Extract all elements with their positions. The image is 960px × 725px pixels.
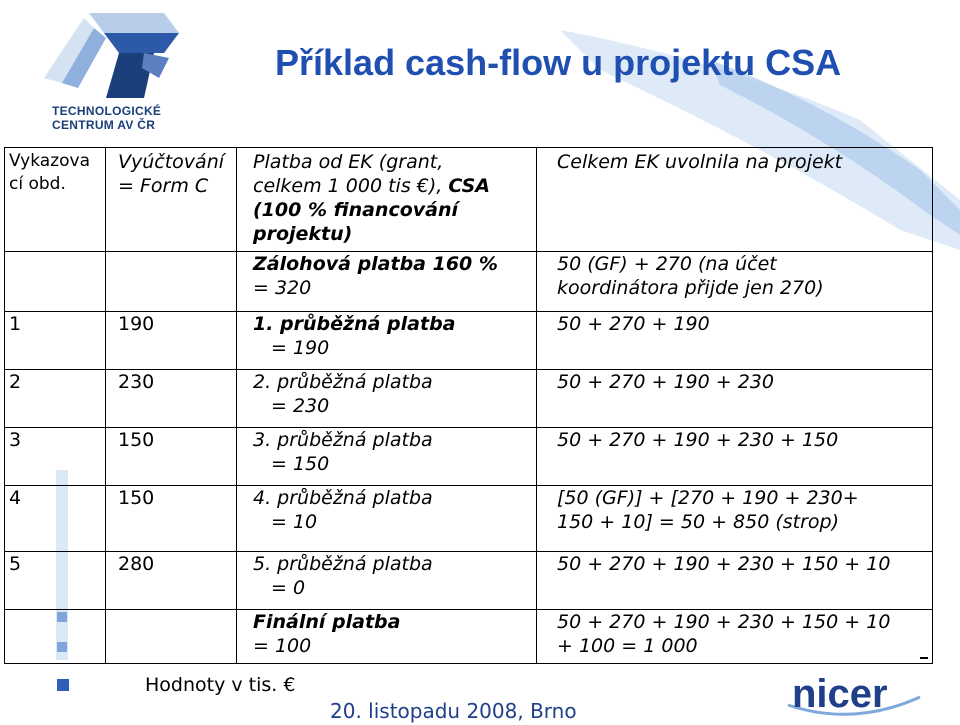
- row-payment-line2: = 320: [253, 277, 312, 299]
- header-form-c-line1: Vyúčtování: [118, 151, 225, 173]
- row-total-line1: 50 + 270 + 190 + 230 + 150: [557, 429, 839, 451]
- row-payment-line1: 4. průběžná platba: [253, 487, 433, 509]
- logo-text: [52, 104, 161, 132]
- row-payment-line1: 5. průběžná platba: [253, 553, 433, 575]
- row-form-c: 190: [118, 313, 155, 335]
- tc-logo-icon: [44, 8, 184, 103]
- table-row: [5, 610, 933, 664]
- row-form-c: 280: [118, 553, 155, 575]
- row-period: 3: [9, 429, 22, 451]
- row-period: 2: [9, 371, 22, 393]
- table-row: [5, 370, 933, 428]
- cashflow-table: [4, 147, 933, 664]
- header-period-label: Vykazova cí obd.: [9, 151, 90, 194]
- units-note: Hodnoty v tis. €: [145, 674, 296, 696]
- nicer-logo: [784, 667, 924, 723]
- row-total-line1: 50 + 270 + 190: [557, 313, 710, 335]
- table-row: [5, 312, 933, 370]
- header-cell-total: [537, 148, 933, 252]
- header-cell-payment: [237, 148, 537, 252]
- nicer-logo-text: nicer: [792, 672, 888, 716]
- row-payment-line2: = 230: [271, 395, 330, 417]
- row-total-line1: 50 + 270 + 190 + 230: [557, 371, 774, 393]
- row-period: 5: [9, 553, 22, 575]
- table-row: [5, 252, 933, 312]
- logo-line-2: CENTRUM AV ČR: [52, 118, 156, 132]
- table-row: [5, 486, 933, 552]
- row-payment-line1: 3. průběžná platba: [253, 429, 433, 451]
- header-payment-text: Platba od EK (grant, celkem 1 000 tis €),: [253, 151, 444, 197]
- footer-date: 20. listopadu 2008, Brno: [330, 699, 577, 723]
- table-header-row: [5, 148, 933, 252]
- row-form-c: 230: [118, 371, 155, 393]
- row-form-c: 150: [118, 487, 155, 509]
- row-payment-line2: = 0: [271, 577, 306, 599]
- row-total-line1: 50 + 270 + 190 + 230 + 150 + 10: [557, 611, 891, 633]
- header-payment-bold: CSA (100 % financování projektu): [253, 175, 490, 245]
- row-payment-line2: = 150: [271, 453, 330, 475]
- row-payment-line1: 1. průběžná platba: [253, 313, 456, 335]
- row-period: 4: [9, 487, 22, 509]
- row-total-line2: koordinátora přijde jen 270): [557, 277, 824, 299]
- row-total-line1: 50 + 270 + 190 + 230 + 150 + 10: [557, 553, 891, 575]
- row-total-line2: + 100 = 1 000: [557, 635, 698, 657]
- header-total-label: Celkem EK uvolnila na projekt: [557, 151, 843, 173]
- page-title: Příklad cash-flow u projektu CSA: [275, 42, 842, 83]
- row-total-line1: 50 (GF) + 270 (na účet: [557, 253, 777, 275]
- table-row: [5, 428, 933, 486]
- header-cell-period: [5, 148, 106, 252]
- row-payment-line1: Finální platba: [253, 611, 401, 633]
- row-payment-line1: 2. průběžná platba: [253, 371, 433, 393]
- row-payment-line2: = 100: [253, 635, 312, 657]
- row-period: 1: [9, 313, 22, 335]
- row-total-line2: 150 + 10] = 50 + 850 (strop): [557, 511, 840, 533]
- row-payment-line2: = 190: [271, 337, 330, 359]
- table-row: [5, 552, 933, 610]
- header-cell-form-c: [106, 148, 237, 252]
- row-payment-line2: = 10: [271, 511, 318, 533]
- row-form-c: 150: [118, 429, 155, 451]
- row-payment-line1: Zálohová platba 160 %: [253, 253, 498, 275]
- row-total-line1: [50 (GF)] + [270 + 190 + 230+: [557, 487, 859, 509]
- logo-line-1: TECHNOLOGICKÉ: [52, 104, 162, 118]
- header-form-c-line2: = Form C: [118, 175, 209, 197]
